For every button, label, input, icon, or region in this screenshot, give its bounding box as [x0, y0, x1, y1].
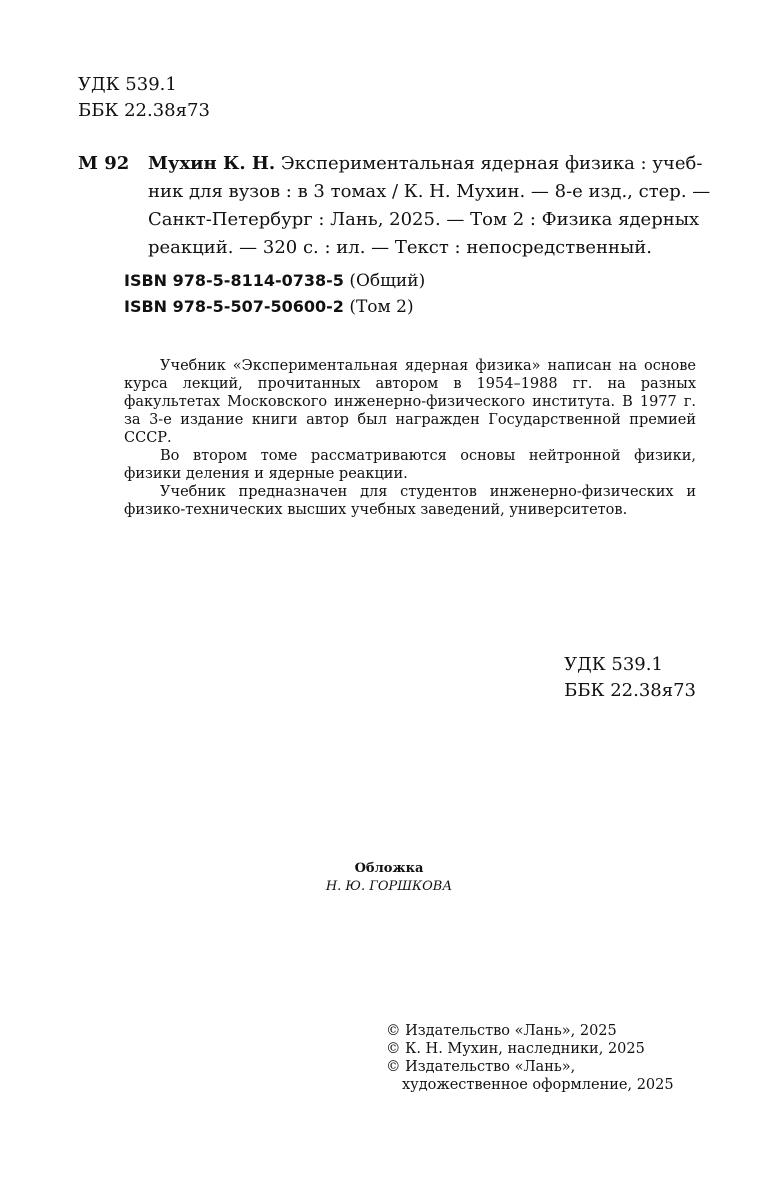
cover-designer: Н. Ю. ГОРШКОВА: [325, 879, 453, 894]
cover-label: Обложка: [354, 861, 424, 876]
entry-line-3: [148, 206, 698, 234]
copyright-line: © Издательство «Лань», 2025: [386, 1023, 617, 1039]
annotation-paragraph: Во втором томе рассматриваются основы нейтронной физики, физики деления и ядерные реакции.: [124, 448, 696, 482]
udk-code: УДК 539.1: [78, 74, 177, 95]
isbn-block: [124, 268, 425, 320]
isbn-number: ISBN 978-5-507-50600-2: [124, 297, 344, 316]
copyright-line: © Издательство «Лань»,: [386, 1059, 576, 1075]
entry-text-2: ник для вузов : в 3 томах / К. Н. Мухин. — 8-е изд., стер. —: [148, 181, 711, 202]
annotation: [124, 357, 696, 519]
isbn-note: (Общий): [343, 271, 426, 291]
entry-line-1: [148, 150, 703, 178]
copyright-line: художественное оформление, 2025: [402, 1077, 674, 1093]
author-mark: М 92: [78, 153, 130, 174]
copyright-block: [386, 1022, 674, 1094]
isbn-number: ISBN 978-5-8114-0738-5: [124, 271, 344, 290]
bbk-code: ББК 22.38я73: [78, 100, 210, 121]
cover-credit: [0, 860, 768, 896]
classification-codes-top: [78, 72, 210, 124]
isbn-line: [124, 268, 425, 294]
bbk-code: ББК 22.38я73: [564, 680, 696, 701]
catalog-entry: [78, 150, 711, 262]
entry-text-4: реакций. — 320 с. : ил. — Текст : непосредственный.: [148, 237, 653, 258]
entry-text-1: Экспериментальная ядерная физика : учеб-: [275, 153, 703, 174]
bibliographic-description: [148, 150, 711, 262]
entry-line-2: [148, 178, 711, 206]
annotation-paragraph: Учебник предназначен для студентов инженерно-физических и физико-технических высших учебных заведений, университетов.: [124, 484, 696, 518]
author-name: Мухин К. Н.: [148, 153, 276, 174]
isbn-note: (Том 2): [343, 297, 414, 317]
udk-code: УДК 539.1: [564, 654, 663, 675]
entry-line-4: [148, 234, 698, 262]
copyright-line: © К. Н. Мухин, наследники, 2025: [386, 1041, 645, 1057]
annotation-paragraph: Учебник «Экспериментальная ядерная физика» написан на основе курса лекций, прочитанных автором в 1954–1988 гг. на разных факультетах Московского инженерно-физического института. В 1977 г. за 3-е издание книги автор был награжден Государственной премией СССР.: [124, 358, 696, 446]
entry-text-3: Санкт-Петербург : Лань, 2025. — Том 2 : Физика ядерных: [148, 209, 700, 230]
classification-codes-bottom: [564, 652, 696, 704]
isbn-line: [124, 294, 425, 320]
